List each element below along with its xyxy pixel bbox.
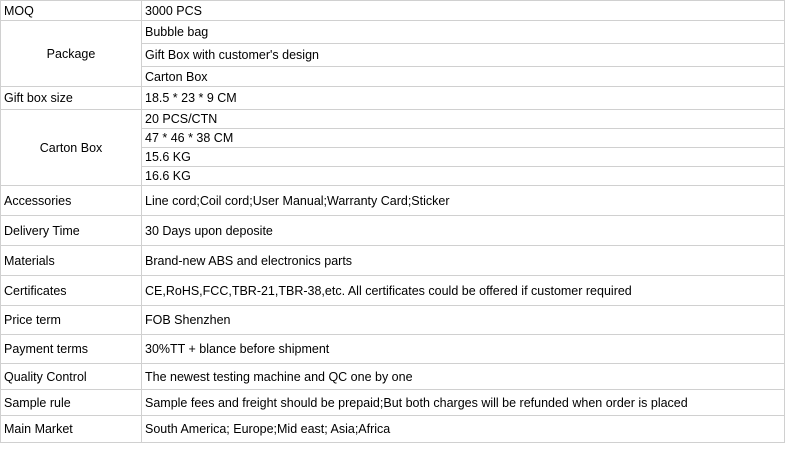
main-market-label: Main Market bbox=[1, 416, 142, 443]
table-row-accessories bbox=[1, 186, 785, 216]
table-row-delivery-time bbox=[1, 216, 785, 246]
certificates-label: Certificates bbox=[1, 276, 142, 306]
moq-value: 3000 PCS bbox=[142, 1, 785, 21]
table-row-main-market bbox=[1, 416, 785, 443]
moq-label: MOQ bbox=[1, 1, 142, 21]
price-term-value: FOB Shenzhen bbox=[142, 306, 785, 335]
gift-box-size-label: Gift box size bbox=[1, 87, 142, 110]
table-row-package bbox=[1, 21, 785, 44]
table-row-certificates bbox=[1, 276, 785, 306]
delivery-time-value: 30 Days upon deposite bbox=[142, 216, 785, 246]
quality-control-value: The newest testing machine and QC one by one bbox=[142, 364, 785, 390]
main-market-value: South America; Europe;Mid east; Asia;Africa bbox=[142, 416, 785, 443]
gift-box-size-value: 18.5 * 23 * 9 CM bbox=[142, 87, 785, 110]
table-row-payment-terms bbox=[1, 335, 785, 364]
table-row-gift-box-size bbox=[1, 87, 785, 110]
package-value-1: Bubble bag bbox=[142, 21, 785, 44]
materials-value: Brand-new ABS and electronics parts bbox=[142, 246, 785, 276]
package-label: Package bbox=[1, 21, 142, 87]
table-row-materials bbox=[1, 246, 785, 276]
payment-terms-label: Payment terms bbox=[1, 335, 142, 364]
payment-terms-value: 30%TT + blance before shipment bbox=[142, 335, 785, 364]
carton-box-value-1: 20 PCS/CTN bbox=[142, 110, 785, 129]
table-row-quality-control bbox=[1, 364, 785, 390]
accessories-label: Accessories bbox=[1, 186, 142, 216]
package-value-2: Gift Box with customer's design bbox=[142, 44, 785, 67]
carton-box-value-3: 15.6 KG bbox=[142, 148, 785, 167]
price-term-label: Price term bbox=[1, 306, 142, 335]
carton-box-label: Carton Box bbox=[1, 110, 142, 186]
accessories-value: Line cord;Coil cord;User Manual;Warranty Card;Sticker bbox=[142, 186, 785, 216]
table-row-sample-rule bbox=[1, 390, 785, 416]
carton-box-value-4: 16.6 KG bbox=[142, 167, 785, 186]
table-row-price-term bbox=[1, 306, 785, 335]
quality-control-label: Quality Control bbox=[1, 364, 142, 390]
sample-rule-value: Sample fees and freight should be prepaid;But both charges will be refunded when order is placed bbox=[142, 390, 785, 416]
table-row-carton-box bbox=[1, 110, 785, 129]
sample-rule-label: Sample rule bbox=[1, 390, 142, 416]
materials-label: Materials bbox=[1, 246, 142, 276]
carton-box-value-2: 47 * 46 * 38 CM bbox=[142, 129, 785, 148]
delivery-time-label: Delivery Time bbox=[1, 216, 142, 246]
package-value-3: Carton Box bbox=[142, 67, 785, 87]
certificates-value: CE,RoHS,FCC,TBR-21,TBR-38,etc. All certificates could be offered if customer required bbox=[142, 276, 785, 306]
table-row-moq bbox=[1, 1, 785, 21]
